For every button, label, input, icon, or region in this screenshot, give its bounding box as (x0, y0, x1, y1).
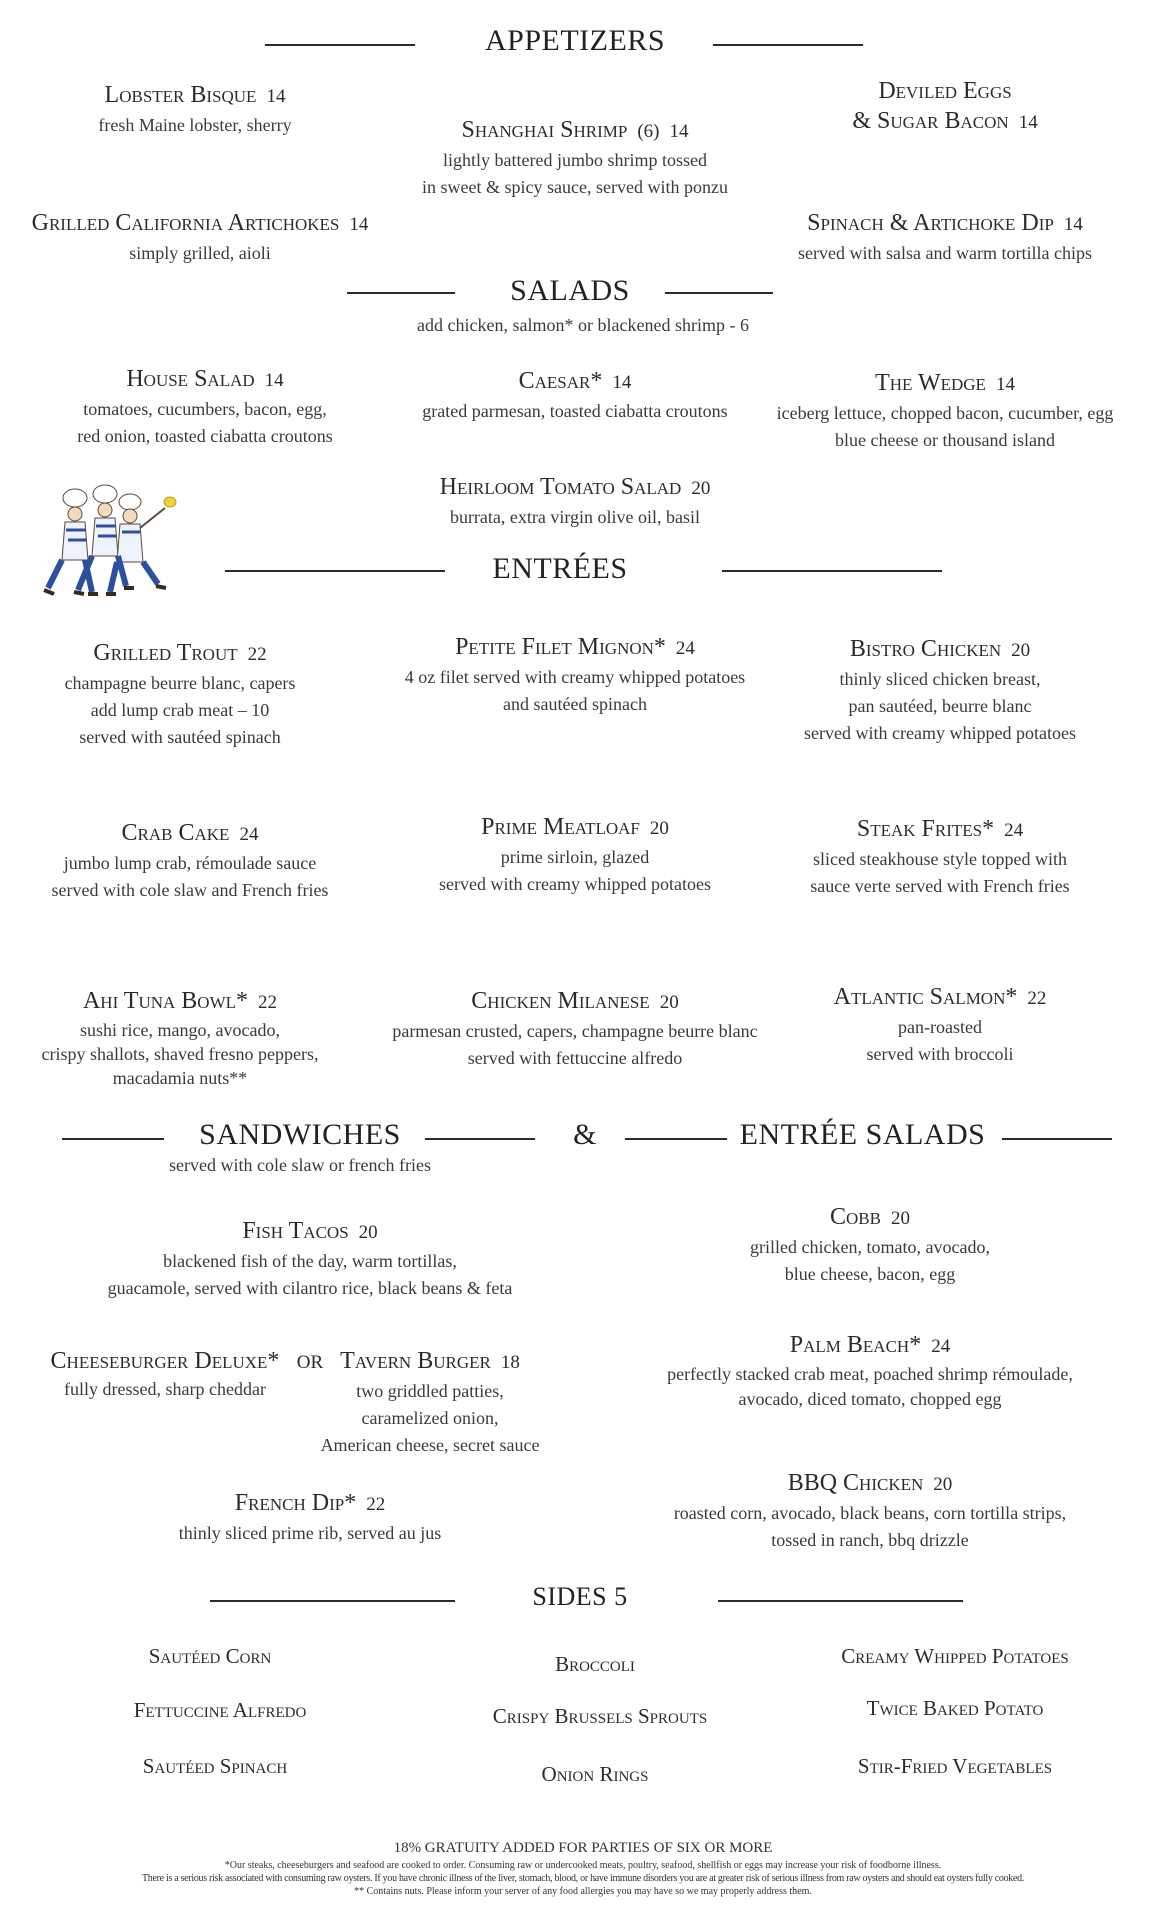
item-desc: avocado, diced tomato, chopped egg (738, 1389, 1002, 1409)
item-price: 14 (669, 121, 689, 142)
item-price: 20 (691, 478, 711, 499)
side-item: Fettuccine Alfredo (133, 1698, 307, 1722)
item-price: 24 (931, 1336, 951, 1357)
rule-left (625, 1138, 727, 1140)
menu-item-crab-cake (20, 818, 360, 904)
item-desc: sushi rice, mango, avocado, (80, 1020, 280, 1040)
item-price: 22 (258, 992, 278, 1013)
item-desc: served with broccoli (866, 1044, 1014, 1064)
menu-item-grilled-artichokes (10, 208, 390, 267)
item-desc: perfectly stacked crab meat, poached shrimp rémoulade, (667, 1364, 1073, 1384)
item-price: 20 (1011, 640, 1031, 661)
sandwiches-subtitle: served with cole slaw or french fries (169, 1155, 431, 1175)
item-name: Shanghai Shrimp (461, 117, 628, 143)
menu-item-chicken-milanese (375, 986, 775, 1072)
rule-left (265, 44, 415, 46)
item-price: 20 (358, 1222, 378, 1243)
salads-subtitle: add chicken, salmon* or blackened shrimp - 6 (417, 315, 749, 335)
item-price: 18 (500, 1352, 520, 1373)
item-qty: (6) (637, 121, 660, 142)
item-name: Palm Beach* (789, 1332, 922, 1358)
menu-item-filet-mignon (375, 632, 775, 718)
item-desc: iceberg lettuce, chopped bacon, cucumber, egg (776, 403, 1114, 423)
side-item: Onion Rings (541, 1762, 649, 1786)
footer-disclaimer: *Our steaks, cheeseburgers and seafood are cooked to order. Consuming raw or undercooked meats, poultry, seafood, shellfish or eggs may increase your risk of foodborne illness. (224, 1860, 942, 1871)
item-desc: roasted corn, avocado, black beans, corn tortilla strips, (673, 1503, 1067, 1523)
section-title-sides (520, 1582, 640, 1612)
rule-right (713, 44, 863, 46)
menu-item-the-wedge (760, 368, 1130, 454)
item-desc: fresh Maine lobster, sherry (98, 115, 292, 135)
item-desc: served with creamy whipped potatoes (439, 874, 711, 894)
item-name: Fish Tacos (242, 1218, 349, 1244)
menu-item-shanghai-shrimp (375, 115, 775, 201)
menu-item-ahi-tuna-bowl (20, 986, 340, 1090)
item-desc: tomatoes, cucumbers, bacon, egg, (83, 399, 327, 419)
menu-item-atlantic-salmon (790, 982, 1090, 1068)
item-price: 24 (239, 824, 259, 845)
item-name: Ahi Tuna Bowl* (82, 988, 249, 1014)
menu-item-bistro-chicken (780, 634, 1100, 747)
item-price: 20 (659, 992, 679, 1013)
item-desc: grilled chicken, tomato, avocado, (750, 1237, 990, 1257)
side-item: Twice Baked Potato (866, 1696, 1044, 1720)
item-desc: prime sirloin, glazed (500, 847, 650, 867)
item-price: 14 (612, 372, 632, 393)
item-desc: champagne beurre blanc, capers (64, 673, 296, 693)
section-ampersand: & (573, 1118, 597, 1151)
menu-item-prime-meatloaf (400, 812, 750, 898)
item-desc: macadamia nuts** (112, 1068, 248, 1088)
item-desc: served with fettuccine alfredo (467, 1048, 683, 1068)
item-desc: two griddled patties, (356, 1381, 504, 1401)
item-price: 20 (933, 1474, 953, 1495)
item-name: Petite Filet Mignon* (455, 634, 666, 660)
footer-disclaimer: There is a serious risk associated with consuming raw oysters. If you have chronic illness of the liver, stomach, blood, or have immune disorders you are at greater risk of serious illness from raw oysters and should eat oysters fully cooked. (141, 1873, 1025, 1884)
item-price: 24 (675, 638, 695, 659)
item-desc: crispy shallots, shaved fresno peppers, (41, 1044, 319, 1064)
rule-left (62, 1138, 164, 1140)
section-title-entree-salads: ENTRÉE SALADS (739, 1118, 986, 1151)
item-desc: 4 oz filet served with creamy whipped potatoes (404, 667, 746, 687)
item-price: 22 (1027, 988, 1047, 1009)
item-desc: pan sautéed, beurre blanc (848, 696, 1032, 716)
item-desc: jumbo lump crab, rémoulade sauce (63, 853, 317, 873)
item-desc: in sweet & spicy sauce, served with ponzu (422, 177, 728, 197)
item-desc: thinly sliced prime rib, served au jus (178, 1523, 442, 1543)
item-name: House Salad (126, 366, 255, 392)
item-desc: add lump crab meat – 10 (90, 700, 270, 720)
side-item: Sautéed Corn (148, 1644, 272, 1668)
item-price: 14 (995, 374, 1015, 395)
item-desc: served with cole slaw and French fries (51, 880, 329, 900)
rule-right (718, 1600, 963, 1602)
item-desc: fully dressed, sharp cheddar (64, 1379, 266, 1399)
item-price: 14 (1018, 112, 1038, 133)
item-price: 20 (649, 818, 669, 839)
item-name: Atlantic Salmon* (833, 984, 1018, 1010)
item-name: Bistro Chicken (849, 636, 1002, 662)
item-desc: sliced steakhouse style topped with (813, 849, 1067, 869)
item-desc: parmesan crusted, capers, champagne beurre blanc (392, 1021, 758, 1041)
item-name: Grilled California Artichokes (31, 210, 340, 236)
item-desc: simply grilled, aioli (129, 243, 271, 263)
side-item: Sautéed Spinach (142, 1754, 288, 1778)
item-desc: lightly battered jumbo shrimp tossed (443, 150, 707, 170)
menu-item-house-salad (40, 364, 370, 450)
item-name: Grilled Trout (93, 640, 238, 666)
item-desc: blue cheese, bacon, egg (784, 1264, 956, 1284)
item-name: Deviled Eggs (878, 78, 1012, 104)
item-desc: guacamole, served with cilantro rice, black beans & feta (107, 1278, 513, 1298)
menu-item-cheeseburger-deluxe (40, 1346, 290, 1403)
or-separator: OR (296, 1352, 324, 1373)
item-desc: red onion, toasted ciabatta croutons (77, 426, 333, 446)
item-price: 22 (247, 644, 267, 665)
rule-right (425, 1138, 535, 1140)
item-desc: served with salsa and warm tortilla chips (798, 243, 1092, 263)
item-name: Cobb (830, 1204, 881, 1230)
side-item: Broccoli (555, 1652, 635, 1676)
menu-item-french-dip (130, 1488, 490, 1547)
item-desc: grated parmesan, toasted ciabatta croutons (422, 401, 728, 421)
item-price: 22 (366, 1494, 386, 1515)
item-desc: American cheese, secret sauce (320, 1435, 540, 1455)
side-item: Crispy Brussels Sprouts (492, 1704, 708, 1728)
item-desc: and sautéed spinach (503, 694, 647, 714)
menu-item-spinach-dip (770, 208, 1120, 267)
menu-item-palm-beach (640, 1330, 1100, 1412)
section-title-entrees: ENTRÉES (492, 552, 628, 585)
item-price: 14 (264, 370, 284, 391)
section-title-appetizers: APPETIZERS (484, 24, 666, 57)
item-desc: blackened fish of the day, warm tortillas, (163, 1251, 457, 1271)
menu-item-cobb (720, 1202, 1020, 1288)
item-desc: served with sautéed spinach (79, 727, 281, 747)
item-name: & Sugar Bacon (852, 108, 1009, 134)
rule-left (347, 292, 455, 294)
dancing-chefs-illustration (30, 480, 190, 620)
item-name: Crab Cake (121, 820, 230, 846)
menu-item-fish-tacos (60, 1216, 560, 1302)
rule-right (1002, 1138, 1112, 1140)
item-name: Lobster Bisque (104, 82, 257, 108)
item-desc: caramelized onion, (361, 1408, 499, 1428)
item-name: Caesar* (518, 368, 603, 394)
rule-right (665, 292, 773, 294)
item-name: French Dip* (234, 1490, 357, 1516)
sides-price: 5 (614, 1582, 628, 1611)
menu-item-steak-frites (780, 814, 1100, 900)
item-desc: burrata, extra virgin olive oil, basil (449, 507, 701, 527)
rule-right (722, 570, 942, 572)
footer-disclaimer: ** Contains nuts. Please inform your server of any food allergies you may have so we may properly address them. (354, 1886, 812, 1897)
item-desc: tossed in ranch, bbq drizzle (771, 1530, 969, 1550)
menu-item-deviled-eggs (820, 76, 1070, 138)
side-item: Stir-Fried Vegetables (857, 1754, 1053, 1778)
menu-item-lobster-bisque (20, 80, 370, 139)
item-name: BBQ Chicken (787, 1470, 924, 1496)
item-desc: served with creamy whipped potatoes (804, 723, 1076, 743)
sides-title: SIDES (532, 1582, 608, 1611)
item-name: Cheeseburger Deluxe* (50, 1348, 280, 1374)
item-price: 20 (890, 1208, 910, 1229)
item-name: Spinach & Artichoke Dip (807, 210, 1054, 236)
item-price: 14 (1063, 214, 1083, 235)
item-price: 14 (266, 86, 286, 107)
item-name: Chicken Milanese (471, 988, 650, 1014)
item-desc: thinly sliced chicken breast, (839, 669, 1041, 689)
section-title-sandwiches: SANDWICHES (199, 1118, 401, 1151)
item-name: Steak Frites* (856, 816, 995, 842)
item-desc: pan-roasted (898, 1017, 982, 1037)
menu-item-heirloom-tomato (390, 472, 760, 531)
item-name: Tavern Burger (340, 1348, 491, 1374)
item-desc: blue cheese or thousand island (835, 430, 1055, 450)
menu-item-bbq-chicken (640, 1468, 1100, 1554)
item-desc: sauce verte served with French fries (810, 876, 1070, 896)
item-name: The Wedge (875, 370, 986, 396)
rule-left (210, 1600, 455, 1602)
side-item: Creamy Whipped Potatoes (841, 1644, 1069, 1668)
section-title-salads: SALADS (510, 274, 630, 307)
item-price: 24 (1004, 820, 1024, 841)
item-price: 14 (349, 214, 369, 235)
menu-item-caesar (390, 366, 760, 425)
gratuity-notice: 18% GRATUITY ADDED FOR PARTIES OF SIX OR MORE (393, 1840, 773, 1856)
item-name: Prime Meatloaf (481, 814, 640, 840)
item-name: Heirloom Tomato Salad (439, 474, 682, 500)
menu-item-grilled-trout (20, 638, 340, 751)
menu-item-tavern-burger (315, 1346, 545, 1459)
rule-left (225, 570, 445, 572)
